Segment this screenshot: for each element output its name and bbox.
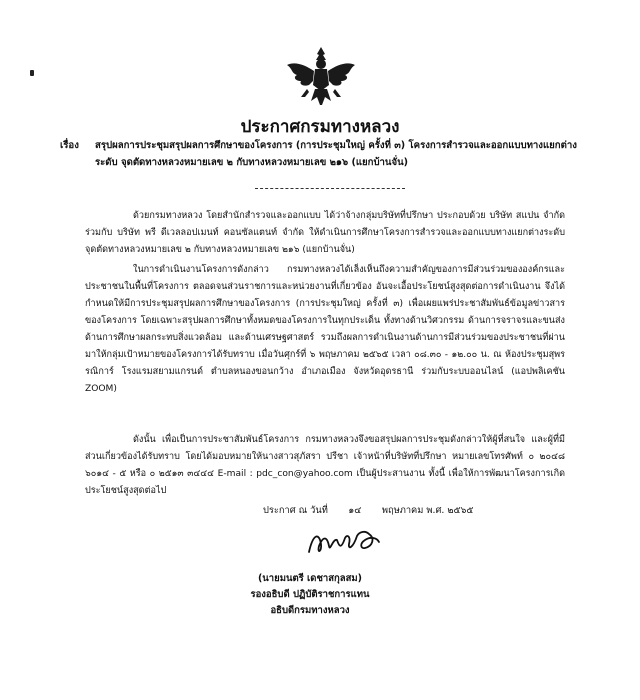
paragraph-text: ในการดำเนินงานโครงการดังกล่าว กรมทางหลวงได้เล็งเห็นถึงความสำคัญของการมีส่วนร่วมขององค์กรและประชาชนในพื้นที่โครงการ ตลอดจนส่วนราชการและหน่วยงานที่เกี่ยวข้อง อันจะเอื้อประโยชน์สูงสุดต่อการดำเนินงาน จึงได้กำหนดให้มีการประชุมสรุปผลการศึกษาของโครงการ (การประชุมใหญ่ ครั้งที่ ๓) เพื่อเผยแพร่ประชาสัมพันธ์ข้อมูลข่าวสารของโครงการ โดยเฉพาะสรุปผลการศึกษาทั้งหมดของโครงการในทุกประเด็น ทั้งทางด้านวิศวกรรม ด้านการจราจรและขนส่ง ด้านการศึกษาผลกระทบสิ่งแวดล้อม และด้านเศรษฐศาสตร์ รวมถึงผลการดำเนินงานด้านการมีส่วนร่วมของประชาชนที่ผ่านมาให้กลุ่มเป้าหมายของโครงการได้รับทราบ เมื่อวันศุกร์ที่ ๖ พฤษภาคม ๒๕๖๕ เวลา ๐๘.๓๐ - ๑๒.๐๐ น. ณ ห้องประชุมสุพรรณิการ์ โรงแรมสยามแกรนด์ ตำบลหนองขอนกว้าง อำเภอเมือง จังหวัดอุดรธานี ร่วมกับระบบออนไลน์ (แอปพลิเคชัน ZOOM) xyxy=(85,265,565,394)
date-year: ๒๕๖๕ xyxy=(447,505,474,516)
announcement-date xyxy=(263,503,473,518)
signatory-position: รองอธิบดี ปฏิบัติราชการแทน xyxy=(250,589,370,600)
scan-mark xyxy=(30,70,34,76)
page-title: ประกาศกรมทางหลวง xyxy=(240,117,400,137)
signatory-name: (นายมนตรี เดชาสกุลสม) xyxy=(257,573,363,584)
date-year-label: พ.ศ. xyxy=(426,505,445,516)
paragraph-text: ด้วยกรมทางหลวง โดยสำนักสำรวจและออกแบบ ได้ว่าจ้างกลุ่มบริษัทที่ปรึกษา ประกอบด้วย บริษัท สแปน จำกัด ร่วมกับ บริษัท พรี ดีเวลลอปเมนท์ คอนซัลแตนท์ จำกัด ให้ดำเนินการศึกษาโครงการสำรวจและออกแบบทางแยกต่างระดับ จุดตัดทางหลวงหมายเลข ๒ กับทางหลวงหมายเลข ๒๑๖ (แยกบ้านจั่น) xyxy=(85,211,565,255)
subject-text: สรุปผลการประชุมสรุปผลการศึกษาของโครงการ (การประชุมใหญ่ ครั้งที่ ๓) โครงการสำรวจและออกแบบทางแยกต่างระดับ จุดตัดทางหลวงหมายเลข ๒ กับทางหลวงหมายเลข ๒๑๖ (แยกบ้านจั่น) xyxy=(95,140,577,168)
date-month: พฤษภาคม xyxy=(381,505,424,516)
handwritten-signature-icon xyxy=(305,524,383,560)
date-day: ๑๔ xyxy=(348,505,362,516)
signature-block xyxy=(230,571,390,619)
date-prefix: ประกาศ ณ วันที่ xyxy=(263,505,328,516)
signatory-department: อธิบดีกรมทางหลวง xyxy=(270,605,350,616)
subject-label: เรื่อง xyxy=(60,140,79,151)
paragraph-text: ดังนั้น เพื่อเป็นการประชาสัมพันธ์โครงการ กรมทางหลวงจึงขอสรุปผลการประชุมดังกล่าวให้ผู้ที่สนใจ และผู้ที่มีส่วนเกี่ยวข้องได้รับทราบ โดยได้มอบหมายให้นางสาวสุภัสรา ปรีชา เจ้าหน้าที่บริษัทที่ปรึกษา หมายเลขโทรศัพท์ ๐ ๒๐๔๘ ๖๐๑๔ - ๕ หรือ ๐ ๒๕๑๓ ๓๔๔๔ E-mail : pdc_con@yahoo.com เป็นผู้ประสานงาน ทั้งนี้ เพื่อให้การพัฒนาโครงการเกิดประโยชน์สูงสุดต่อไป xyxy=(85,435,565,496)
paragraph-intro xyxy=(85,208,565,259)
paragraph-meeting-details xyxy=(85,262,565,398)
paragraph-contact xyxy=(85,432,565,500)
subject-section xyxy=(60,137,595,171)
section-divider xyxy=(255,188,405,189)
garuda-emblem-icon xyxy=(285,45,357,107)
